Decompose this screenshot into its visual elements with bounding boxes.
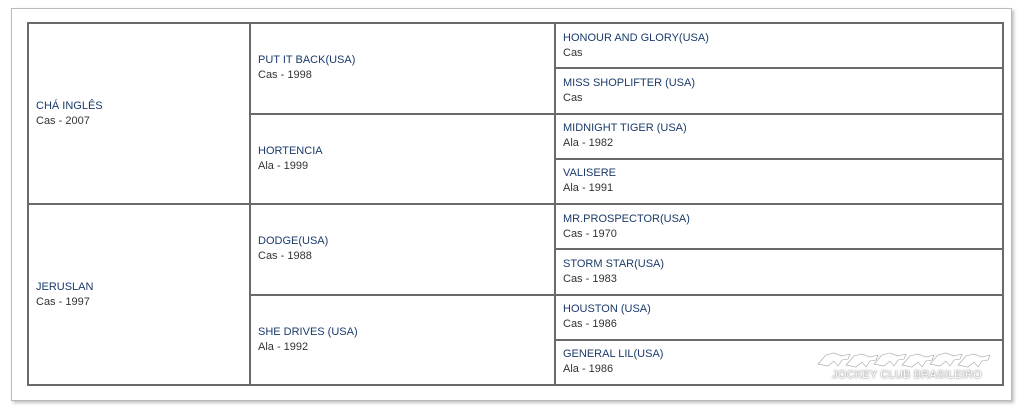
pedigree-cell [555, 68, 1003, 113]
horse-name-link[interactable]: STORM STAR(USA) [563, 257, 665, 270]
horse-info: Ala - 1999 [258, 159, 309, 172]
pedigree-cell [250, 204, 555, 295]
horse-name-link[interactable]: MISS SHOPLIFTER (USA) [563, 76, 696, 89]
pedigree-cell [555, 295, 1003, 340]
pedigree-cell [555, 159, 1003, 204]
watermark-text: JOCKEY CLUB BRASILEIRO [832, 369, 982, 381]
horse-info: Cas [563, 46, 583, 59]
pedigree-cell [555, 204, 1003, 249]
pedigree-cell [28, 204, 250, 385]
jockey-club-watermark [812, 344, 1002, 384]
horse-name-link[interactable]: HOUSTON (USA) [563, 303, 651, 316]
racing-horses-icon [812, 344, 1002, 370]
pedigree-cell [555, 114, 1003, 159]
pedigree-cell [250, 295, 555, 386]
horse-info: Cas - 2007 [36, 114, 90, 127]
horse-info: Cas [563, 91, 583, 104]
horse-name-link[interactable]: DODGE(USA) [258, 235, 329, 248]
horse-name-link[interactable]: SHE DRIVES (USA) [258, 325, 358, 338]
pedigree-table [27, 22, 1004, 386]
horse-name-link[interactable]: HONOUR AND GLORY(USA) [563, 31, 709, 44]
horse-info: Ala - 1986 [563, 363, 614, 376]
pedigree-cell [555, 249, 1003, 294]
horse-info: Cas - 1998 [258, 69, 312, 82]
horse-info: Ala - 1992 [258, 340, 309, 353]
pedigree-cell [250, 23, 555, 114]
horse-name-link[interactable]: MR.PROSPECTOR(USA) [563, 212, 690, 225]
horse-name-link[interactable]: JERUSLAN [36, 280, 94, 293]
horse-info: Ala - 1982 [563, 137, 614, 150]
pedigree-cell [250, 114, 555, 205]
horse-info: Cas - 1983 [563, 272, 617, 285]
horse-info: Cas - 1986 [563, 318, 617, 331]
horse-name-link[interactable]: PUT IT BACK(USA) [258, 54, 356, 67]
horse-name-link[interactable]: VALISERE [563, 167, 616, 180]
horse-name-link[interactable]: CHÁ INGLÊS [36, 99, 103, 112]
horse-name-link[interactable]: GENERAL LIL(USA) [563, 348, 664, 361]
pedigree-cell [28, 23, 250, 204]
horse-info: Cas - 1970 [563, 227, 617, 240]
horse-info: Ala - 1991 [563, 182, 614, 195]
horse-name-link[interactable]: MIDNIGHT TIGER (USA) [563, 122, 687, 135]
horse-info: Cas - 1988 [258, 250, 312, 263]
pedigree-cell [555, 23, 1003, 68]
horse-name-link[interactable]: HORTENCIA [258, 144, 323, 157]
horse-info: Cas - 1997 [36, 295, 90, 308]
